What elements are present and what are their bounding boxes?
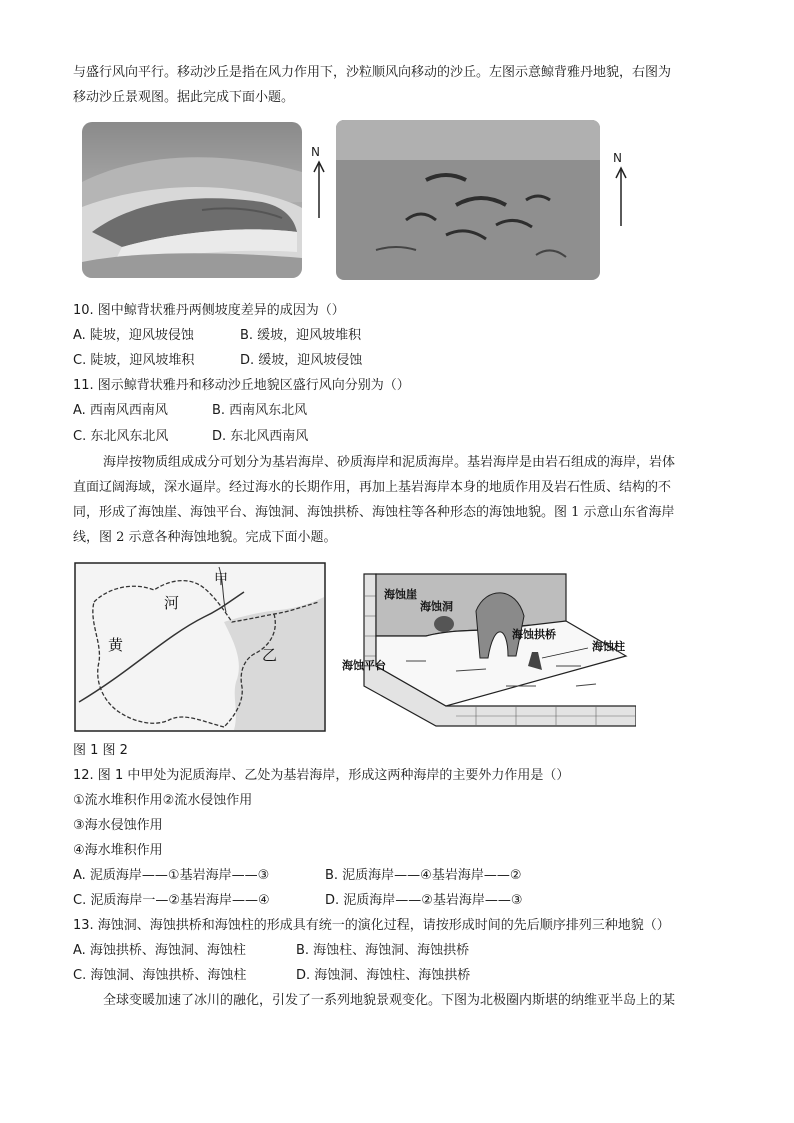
north-arrow-right [610,148,632,228]
q12-option-d[interactable]: D. 泥质海岸——②基岩海岸——③ [325,893,523,908]
q11-stem: 11. 图示鲸背状雅丹和移动沙丘地貌区盛行风向分别为（） [73,378,410,393]
shandong-map [74,562,326,732]
q11-option-a[interactable]: A. 西南风西南风 [73,403,168,418]
label-arch: 海蚀拱桥 [512,628,556,641]
passage2-line-4: 线，图 2 示意各种海蚀地貌。完成下面小题。 [73,530,337,545]
dune-photo [336,120,600,280]
q13-option-d[interactable]: D. 海蚀洞、海蚀柱、海蚀拱桥 [296,968,471,983]
map-label-he: 河 [164,594,180,612]
map-label-jia: 甲 [214,572,228,588]
map-label-yi: 乙 [262,646,278,664]
label-stack: 海蚀柱 [592,640,625,653]
q12-item-3: ④海水堆积作用 [73,843,163,858]
north-arrow-left [308,142,330,220]
q12-item-1: ①流水堆积作用②流水侵蚀作用 [73,793,253,808]
sea-erosion-diagram [336,566,636,730]
label-cliff: 海蚀崖 [384,588,417,601]
q10-option-b[interactable]: B. 缓坡，迎风坡堆积 [240,328,362,343]
q10-option-d[interactable]: D. 缓坡，迎风坡侵蚀 [240,353,363,368]
q12-option-a[interactable]: A. 泥质海岸——①基岩海岸——③ [73,868,270,883]
q12-option-b[interactable]: B. 泥质海岸——④基岩海岸——② [325,868,522,883]
intro-line-2: 移动沙丘景观图。据此完成下面小题。 [73,90,295,105]
figure-caption: 图 1 图 2 [73,743,128,758]
passage2-line-3: 同，形成了海蚀崖、海蚀平台、海蚀洞、海蚀拱桥、海蚀柱等各种形态的海蚀地貌。图 1 示意山东省海岸 [73,505,675,520]
q11-option-c[interactable]: C. 东北风东北风 [73,429,169,444]
q12-option-c[interactable]: C. 泥质海岸一—②基岩海岸——④ [73,893,270,908]
map-label-huang: 黄 [108,636,124,654]
label-platform: 海蚀平台 [342,659,386,672]
q11-option-b[interactable]: B. 西南风东北风 [212,403,308,418]
q10-stem: 10. 图中鲸背状雅丹两侧坡度差异的成因为（） [73,303,345,318]
passage3-line-1: 全球变暖加速了冰川的融化，引发了一系列地貌景观变化。下图为北极圈内斯堪的纳维亚半岛上的某 [103,993,676,1008]
q13-option-b[interactable]: B. 海蚀柱、海蚀洞、海蚀拱桥 [296,943,470,958]
label-cave: 海蚀洞 [420,600,453,613]
passage2-line-1: 海岸按物质组成成分可划分为基岩海岸、砂质海岸和泥质海岸。基岩海岸是由岩石组成的海岸，岩体 [103,455,676,470]
q12-stem: 12. 图 1 中甲处为泥质海岸、乙处为基岩海岸，形成这两种海岸的主要外力作用是（） [73,768,570,783]
q13-option-c[interactable]: C. 海蚀洞、海蚀拱桥、海蚀柱 [73,968,247,983]
q12-item-2: ③海水侵蚀作用 [73,818,163,833]
q11-option-d[interactable]: D. 东北风西南风 [212,429,309,444]
q10-option-a[interactable]: A. 陡坡，迎风坡侵蚀 [73,328,194,343]
north-label-right: N [613,151,622,165]
q13-option-a[interactable]: A. 海蚀拱桥、海蚀洞、海蚀柱 [73,943,246,958]
q13-stem: 13. 海蚀洞、海蚀拱桥和海蚀柱的形成具有统一的演化过程，请按形成时间的先后顺序排列三种地貌（） [73,918,670,933]
yardang-photo [82,122,302,278]
intro-line-1: 与盛行风向平行。移动沙丘是指在风力作用下，沙粒顺风向移动的沙丘。左图示意鲸背雅丹地貌，右图为 [73,65,672,80]
passage2-line-2: 直面辽阔海域，深水逼岸。经过海水的长期作用，再加上基岩海岸本身的地质作用及岩石性质、结构的不 [73,480,672,495]
q10-option-c[interactable]: C. 陡坡，迎风坡堆积 [73,353,195,368]
north-label-left: N [311,145,320,159]
